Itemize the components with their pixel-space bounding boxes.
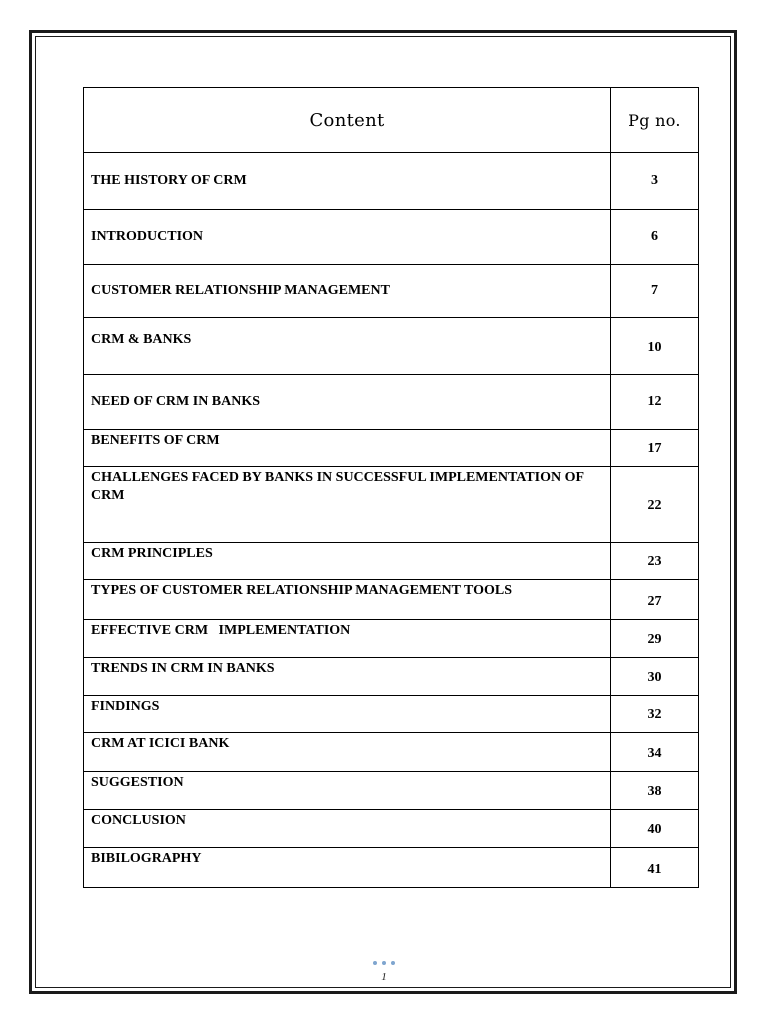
toc-header-row: [84, 88, 699, 153]
toc-entry-title: TYPES OF CUSTOMER RELATIONSHIP MANAGEMENT TOOLS: [84, 580, 611, 620]
toc-entry-page: 3: [611, 153, 699, 210]
toc-row: [84, 580, 699, 620]
toc-row: [84, 375, 699, 430]
toc-entry-page: 17: [611, 430, 699, 467]
toc-entry-page: 23: [611, 543, 699, 580]
toc-entry-title: INTRODUCTION: [84, 210, 611, 265]
toc-entry-page: 12: [611, 375, 699, 430]
toc-row: [84, 620, 699, 658]
toc-entry-page: 22: [611, 467, 699, 543]
toc-entry-page: 27: [611, 580, 699, 620]
toc-row: [84, 318, 699, 375]
page-footer: [0, 952, 768, 983]
toc-row: [84, 733, 699, 772]
toc-entry-page: 6: [611, 210, 699, 265]
toc-entry-title: SUGGESTION: [84, 772, 611, 810]
toc-entry-page: 30: [611, 658, 699, 696]
footer-ornament-icon: [373, 961, 395, 965]
toc-entry-title: BENEFITS OF CRM: [84, 430, 611, 467]
toc-entry-title: TRENDS IN CRM IN BANKS: [84, 658, 611, 696]
toc-entry-title: CRM PRINCIPLES: [84, 543, 611, 580]
toc-entry-page: 7: [611, 265, 699, 318]
toc-entry-title: CRM & BANKS: [84, 318, 611, 375]
toc-row: [84, 543, 699, 580]
toc-row: [84, 696, 699, 733]
toc-entry-title: CONCLUSION: [84, 810, 611, 848]
content-column-header: Content: [84, 88, 611, 153]
toc-row: [84, 210, 699, 265]
page-column-header: Pg no.: [611, 88, 699, 153]
toc-row: [84, 430, 699, 467]
toc-entry-page: 32: [611, 696, 699, 733]
table-of-contents: [83, 87, 699, 888]
toc-row: [84, 467, 699, 543]
toc-entry-page: 34: [611, 733, 699, 772]
toc-entry-page: 41: [611, 848, 699, 888]
toc-entry-title: NEED OF CRM IN BANKS: [84, 375, 611, 430]
toc-row: [84, 265, 699, 318]
toc-row: [84, 153, 699, 210]
toc-entry-page: 40: [611, 810, 699, 848]
toc-entry-title: CRM AT ICICI BANK: [84, 733, 611, 772]
toc-row: [84, 658, 699, 696]
toc-entry-title: FINDINGS: [84, 696, 611, 733]
toc-row: [84, 810, 699, 848]
toc-entry-title: BIBILOGRAPHY: [84, 848, 611, 888]
page-number: 1: [381, 971, 387, 983]
toc-entry-title: CUSTOMER RELATIONSHIP MANAGEMENT: [84, 265, 611, 318]
toc-entry-page: 38: [611, 772, 699, 810]
toc-entry-title: CHALLENGES FACED BY BANKS IN SUCCESSFUL IMPLEMENTATION OF CRM: [84, 467, 611, 543]
toc-row: [84, 772, 699, 810]
toc-entry-page: 29: [611, 620, 699, 658]
toc-row: [84, 848, 699, 888]
toc-entry-title: EFFECTIVE CRM IMPLEMENTATION: [84, 620, 611, 658]
toc-entry-page: 10: [611, 318, 699, 375]
toc-entry-title: THE HISTORY OF CRM: [84, 153, 611, 210]
